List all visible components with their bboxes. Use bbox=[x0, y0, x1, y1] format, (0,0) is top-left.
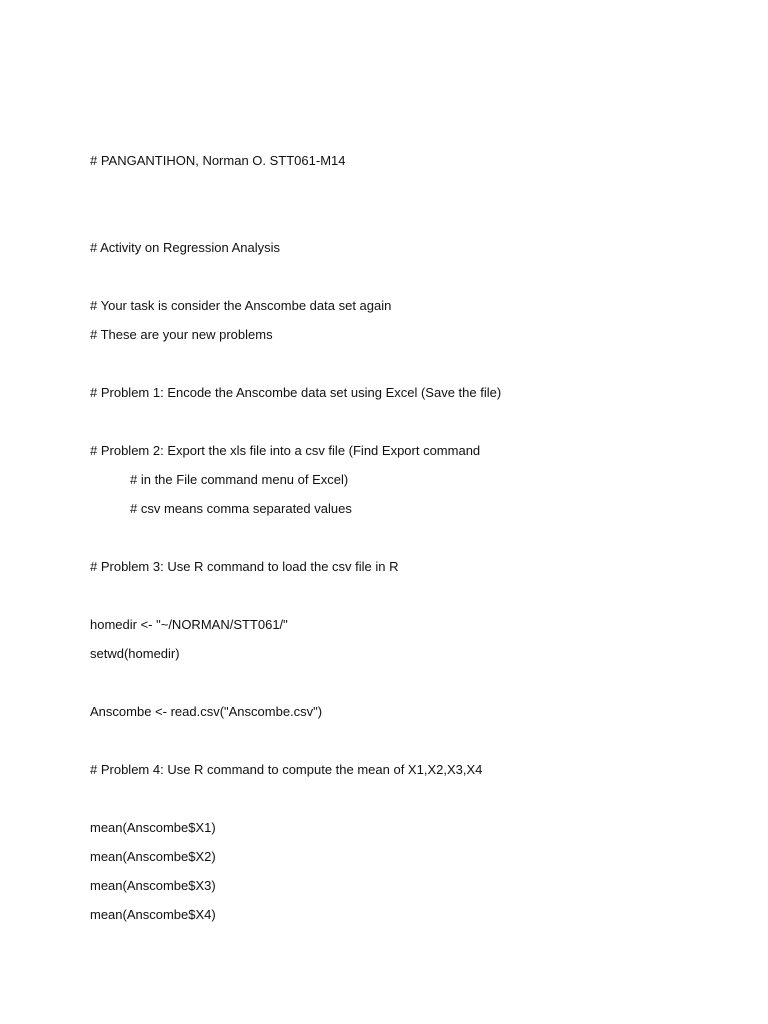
code-read-csv-line: Anscombe <- read.csv("Anscombe.csv") bbox=[90, 704, 323, 719]
task-intro-line: # Your task is consider the Anscombe data set again bbox=[90, 298, 392, 313]
code-mean-x4-line: mean(Anscombe$X4) bbox=[90, 907, 216, 922]
author-header-line: # PANGANTIHON, Norman O. STT061-M14 bbox=[90, 153, 346, 168]
activity-title-line: # Activity on Regression Analysis bbox=[90, 240, 281, 255]
problem-2-continuation-line: # in the File command menu of Excel) bbox=[130, 472, 349, 487]
code-setwd-line: setwd(homedir) bbox=[90, 646, 180, 661]
problems-intro-line: # These are your new problems bbox=[90, 327, 273, 342]
problem-2-line: # Problem 2: Export the xls file into a csv file (Find Export command bbox=[90, 443, 481, 458]
code-mean-x2-line: mean(Anscombe$X2) bbox=[90, 849, 216, 864]
csv-note-line: # csv means comma separated values bbox=[130, 501, 352, 516]
code-mean-x3-line: mean(Anscombe$X3) bbox=[90, 878, 216, 893]
problem-3-line: # Problem 3: Use R command to load the csv file in R bbox=[90, 559, 399, 574]
problem-1-line: # Problem 1: Encode the Anscombe data set using Excel (Save the file) bbox=[90, 385, 502, 400]
code-homedir-line: homedir <- "~/NORMAN/STT061/" bbox=[90, 617, 288, 632]
problem-4-line: # Problem 4: Use R command to compute the mean of X1,X2,X3,X4 bbox=[90, 762, 483, 777]
code-mean-x1-line: mean(Anscombe$X1) bbox=[90, 820, 216, 835]
